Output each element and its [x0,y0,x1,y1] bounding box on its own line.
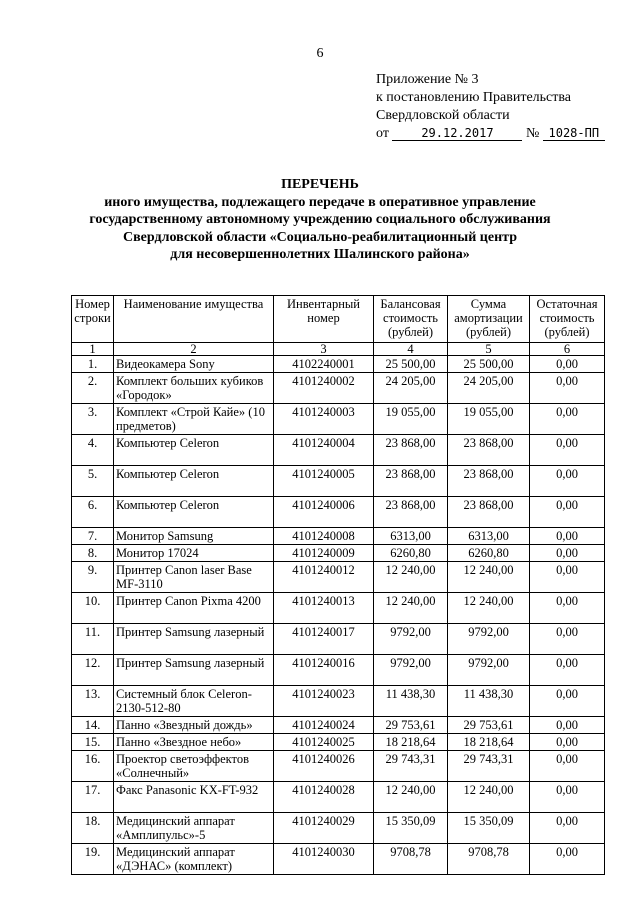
inventory-number-cell: 4101240024 [274,717,374,734]
amortization-cell: 18 218,64 [448,734,530,751]
table-row [72,751,605,782]
inventory-number-cell: 4101240025 [274,734,374,751]
row-number-cell: 8. [72,545,114,562]
table-row [72,844,605,875]
balance-cell: 12 240,00 [374,593,448,624]
amortization-cell: 24 205,00 [448,373,530,404]
row-number-cell: 15. [72,734,114,751]
balance-cell: 6313,00 [374,528,448,545]
residual-cell: 0,00 [530,813,605,844]
row-number-cell: 12. [72,655,114,686]
residual-cell: 0,00 [530,686,605,717]
balance-cell: 18 218,64 [374,734,448,751]
header-name: Наименование имущества [114,296,274,343]
balance-cell: 23 868,00 [374,497,448,528]
index-cell: 1 [72,343,114,356]
balance-cell: 24 205,00 [374,373,448,404]
amortization-cell: 9708,78 [448,844,530,875]
row-number-cell: 9. [72,562,114,593]
header-residual: Остаточная стоимость (рублей) [530,296,605,343]
header-amortization: Сумма амортизации (рублей) [448,296,530,343]
item-name-cell: Принтер Canon Pixma 4200 [114,593,274,624]
row-number-cell: 6. [72,497,114,528]
item-name-cell: Принтер Canon laser Base MF-3110 [114,562,274,593]
inventory-number-cell: 4101240016 [274,655,374,686]
inventory-number-cell: 4101240030 [274,844,374,875]
residual-cell: 0,00 [530,356,605,373]
number-prefix: № [525,126,540,141]
amortization-cell: 9792,00 [448,624,530,655]
residual-cell: 0,00 [530,751,605,782]
inventory-number-cell: 4101240002 [274,373,374,404]
index-cell: 6 [530,343,605,356]
decree-number: 1028-ПП [543,126,605,141]
inventory-number-cell: 4102240001 [274,356,374,373]
item-name-cell: Видеокамера Sony [114,356,274,373]
table-header-row [72,296,605,343]
row-number-cell: 3. [72,404,114,435]
item-name-cell: Комплект «Строй Кайе» (10 предметов) [114,404,274,435]
balance-cell: 12 240,00 [374,782,448,813]
balance-cell: 15 350,09 [374,813,448,844]
document-title [0,176,640,264]
residual-cell: 0,00 [530,373,605,404]
row-number-cell: 18. [72,813,114,844]
residual-cell: 0,00 [530,545,605,562]
page-number: 6 [316,46,324,61]
balance-cell: 19 055,00 [374,404,448,435]
item-name-cell: Системный блок Celeron-2130-512-80 [114,686,274,717]
balance-cell: 9792,00 [374,624,448,655]
balance-cell: 29 753,61 [374,717,448,734]
table-row [72,435,605,466]
header-inventory: Инвентарный номер [274,296,374,343]
table-row [72,593,605,624]
table-row [72,686,605,717]
table-row [72,497,605,528]
inventory-number-cell: 4101240008 [274,528,374,545]
balance-cell: 23 868,00 [374,435,448,466]
appendix-date-line [376,125,605,143]
table-row [72,734,605,751]
title-main: ПЕРЕЧЕНЬ [281,177,359,192]
inventory-number-cell: 4101240029 [274,813,374,844]
amortization-cell: 11 438,30 [448,686,530,717]
item-name-cell: Панно «Звездный дождь» [114,717,274,734]
balance-cell: 23 868,00 [374,466,448,497]
index-cell: 2 [114,343,274,356]
header-balance: Балансовая стоимость (рублей) [374,296,448,343]
title-line-3: Свердловской области «Социально-реабилитационный центр [123,229,517,245]
residual-cell: 0,00 [530,655,605,686]
residual-cell: 0,00 [530,844,605,875]
inventory-number-cell: 4101240028 [274,782,374,813]
table-row [72,813,605,844]
decree-date: 29.12.2017 [392,126,522,141]
item-name-cell: Компьютер Celeron [114,497,274,528]
property-table [71,295,605,875]
row-number-cell: 5. [72,466,114,497]
amortization-cell: 12 240,00 [448,593,530,624]
item-name-cell: Проектор светоэффектов «Солнечный» [114,751,274,782]
appendix-line-2: к постановлению Правительства [376,90,572,105]
column-index-row [72,343,605,356]
item-name-cell: Медицинский аппарат «Амплипульс»-5 [114,813,274,844]
appendix-line-3: Свердловской области [376,108,510,123]
inventory-number-cell: 4101240026 [274,751,374,782]
row-number-cell: 10. [72,593,114,624]
item-name-cell: Факс Panasonic KX-FT-932 [114,782,274,813]
residual-cell: 0,00 [530,624,605,655]
item-name-cell: Принтер Samsung лазерный [114,655,274,686]
title-line-4: для несовершеннолетних Шалинского района» [170,247,470,262]
residual-cell: 0,00 [530,528,605,545]
amortization-cell: 6260,80 [448,545,530,562]
item-name-cell: Медицинский аппарат «ДЭНАС» (комплект) [114,844,274,875]
amortization-cell: 6313,00 [448,528,530,545]
residual-cell: 0,00 [530,404,605,435]
index-cell: 5 [448,343,530,356]
row-number-cell: 11. [72,624,114,655]
inventory-number-cell: 4101240012 [274,562,374,593]
table-row [72,562,605,593]
row-number-cell: 13. [72,686,114,717]
inventory-number-cell: 4101240023 [274,686,374,717]
inventory-number-cell: 4101240005 [274,466,374,497]
amortization-cell: 9792,00 [448,655,530,686]
item-name-cell: Компьютер Celeron [114,435,274,466]
table-row [72,545,605,562]
item-name-cell: Принтер Samsung лазерный [114,624,274,655]
date-prefix: от [376,126,389,141]
item-name-cell: Панно «Звездное небо» [114,734,274,751]
table-row [72,624,605,655]
amortization-cell: 23 868,00 [448,466,530,497]
row-number-cell: 4. [72,435,114,466]
balance-cell: 12 240,00 [374,562,448,593]
row-number-cell: 2. [72,373,114,404]
row-number-cell: 7. [72,528,114,545]
residual-cell: 0,00 [530,466,605,497]
item-name-cell: Монитор Samsung [114,528,274,545]
table-row [72,655,605,686]
balance-cell: 9708,78 [374,844,448,875]
item-name-cell: Монитор 17024 [114,545,274,562]
inventory-number-cell: 4101240004 [274,435,374,466]
table-row [72,466,605,497]
residual-cell: 0,00 [530,562,605,593]
balance-cell: 29 743,31 [374,751,448,782]
amortization-cell: 23 868,00 [448,435,530,466]
row-number-cell: 17. [72,782,114,813]
residual-cell: 0,00 [530,593,605,624]
residual-cell: 0,00 [530,782,605,813]
index-cell: 4 [374,343,448,356]
table-row [72,717,605,734]
balance-cell: 6260,80 [374,545,448,562]
residual-cell: 0,00 [530,435,605,466]
balance-cell: 25 500,00 [374,356,448,373]
table-row [72,528,605,545]
inventory-number-cell: 4101240017 [274,624,374,655]
item-name-cell: Компьютер Celeron [114,466,274,497]
title-line-2: государственному автономному учреждению социального обслуживания [89,212,551,227]
table-row [72,373,605,404]
row-number-cell: 1. [72,356,114,373]
amortization-cell: 23 868,00 [448,497,530,528]
row-number-cell: 16. [72,751,114,782]
amortization-cell: 29 753,61 [448,717,530,734]
row-number-cell: 14. [72,717,114,734]
row-number-cell: 19. [72,844,114,875]
inventory-number-cell: 4101240013 [274,593,374,624]
amortization-cell: 29 743,31 [448,751,530,782]
amortization-cell: 12 240,00 [448,562,530,593]
table-row [72,782,605,813]
appendix-line-1: Приложение № 3 [376,72,479,87]
residual-cell: 0,00 [530,717,605,734]
header-row-number: Номер строки [72,296,114,343]
residual-cell: 0,00 [530,497,605,528]
residual-cell: 0,00 [530,734,605,751]
balance-cell: 11 438,30 [374,686,448,717]
title-line-1: иного имущества, подлежащего передаче в оперативное управление [104,194,536,210]
inventory-number-cell: 4101240003 [274,404,374,435]
amortization-cell: 12 240,00 [448,782,530,813]
table-row [72,404,605,435]
amortization-cell: 25 500,00 [448,356,530,373]
balance-cell: 9792,00 [374,655,448,686]
table-row [72,356,605,373]
inventory-number-cell: 4101240006 [274,497,374,528]
item-name-cell: Комплект больших кубиков «Городок» [114,373,274,404]
amortization-cell: 19 055,00 [448,404,530,435]
index-cell: 3 [274,343,374,356]
appendix-block [376,71,605,143]
inventory-number-cell: 4101240009 [274,545,374,562]
amortization-cell: 15 350,09 [448,813,530,844]
